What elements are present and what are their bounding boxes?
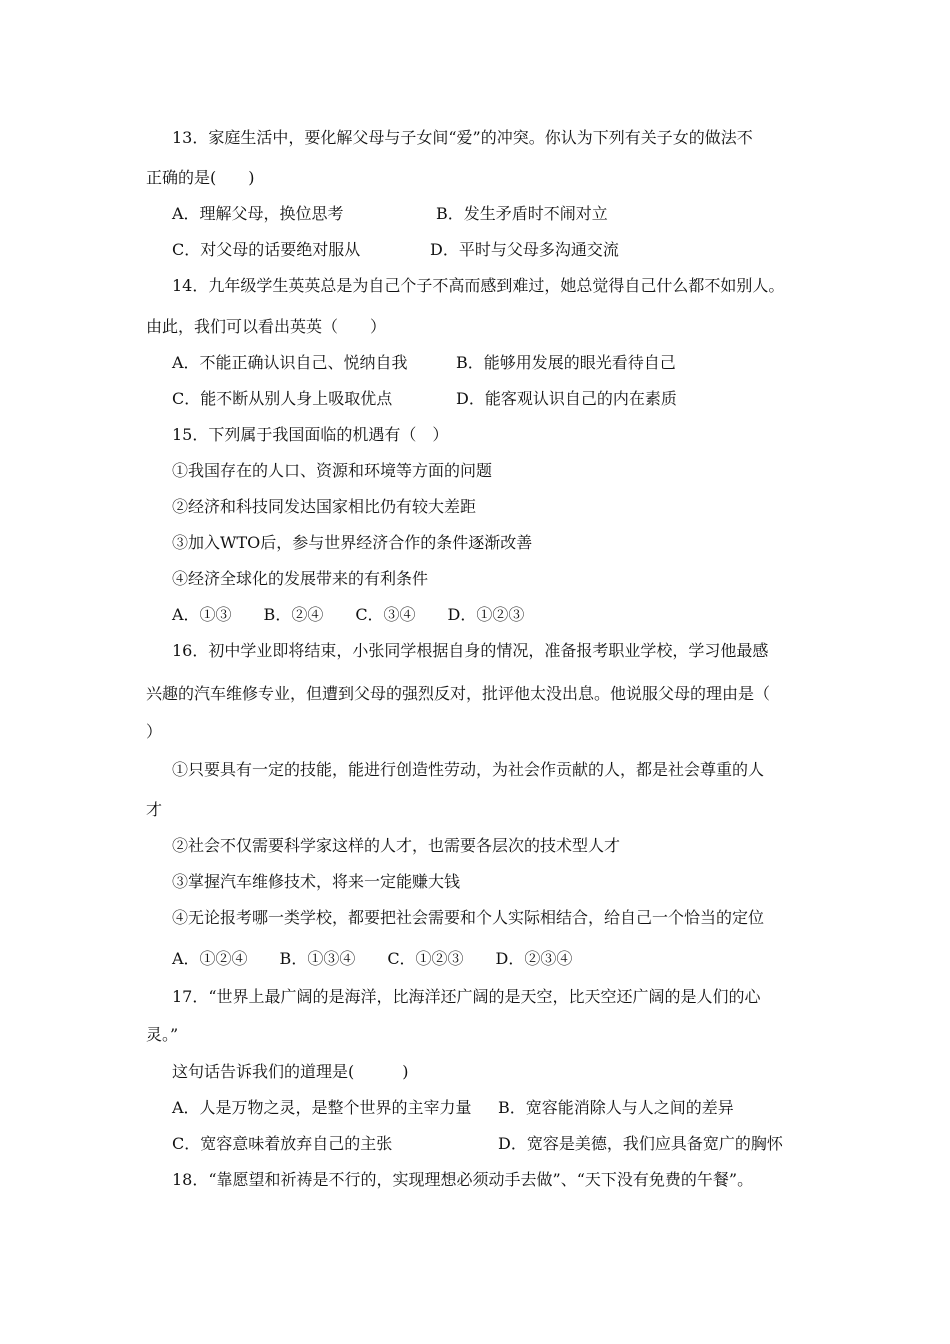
q14-option-b: B．能够用发展的眼光看待自己 xyxy=(456,353,676,372)
q16-item-4: ④无论报考哪一类学校，都要把社会需要和个人实际相结合，给自己一个恰当的定位 xyxy=(172,908,765,927)
q15-item-2: ②经济和科技同发达国家相比仍有较大差距 xyxy=(172,497,477,516)
q13-stem-line1: 13．家庭生活中，要化解父母与子女间“爱”的冲突。你认为下列有关子女的做法不 xyxy=(172,128,753,147)
q13-option-a: A．理解父母，换位思考 xyxy=(172,204,344,223)
q16-options: A．①②④ B．①③④ C．①②③ D．②③④ xyxy=(172,949,573,968)
q16-stem-line3: ） xyxy=(146,722,163,741)
q16-item-1a: ①只要具有一定的技能，能进行创造性劳动，为社会作贡献的人，都是社会尊重的人 xyxy=(172,760,765,779)
q13-stem-line2: 正确的是( ) xyxy=(146,168,255,187)
q13-option-c: C．对父母的话要绝对服从 xyxy=(172,240,361,259)
q17-option-a: A．人是万物之灵，是整个世界的主宰力量 xyxy=(172,1098,472,1117)
q15-item-3: ③加入WTO后，参与世界经济合作的条件逐渐改善 xyxy=(172,533,533,552)
q16-stem-line2: 兴趣的汽车维修专业，但遭到父母的强烈反对，批评他太没出息。他说服父母的理由是（ xyxy=(146,684,771,703)
q17-option-b: B．宽容能消除人与人之间的差异 xyxy=(498,1098,734,1117)
q16-item-1b: 才 xyxy=(146,800,163,819)
q17-stem-line1: 17．“世界上最广阔的是海洋，比海洋还广阔的是天空，比天空还广阔的是人们的心 xyxy=(172,987,761,1006)
q15-item-4: ④经济全球化的发展带来的有利条件 xyxy=(172,569,429,588)
q16-stem-line1: 16．初中学业即将结束，小张同学根据自身的情况，准备报考职业学校，学习他最感 xyxy=(172,641,769,660)
q14-option-a: A．不能正确认识自己、悦纳自我 xyxy=(172,353,408,372)
q16-item-3: ③掌握汽车维修技术，将来一定能赚大钱 xyxy=(172,872,461,891)
q15-stem: 15．下列属于我国面临的机遇有（ ） xyxy=(172,425,449,444)
q18-stem-line1: 18．“靠愿望和祈祷是不行的，实现理想必须动手去做”、“天下没有免费的午餐”。 xyxy=(172,1170,754,1189)
q17-option-c: C．宽容意味着放弃自己的主张 xyxy=(172,1134,393,1153)
q14-option-c: C．能不断从别人身上吸取优点 xyxy=(172,389,393,408)
q15-item-1: ①我国存在的人口、资源和环境等方面的问题 xyxy=(172,461,493,480)
q17-stem-line3: 这句话告诉我们的道理是( ) xyxy=(172,1062,409,1081)
q15-options: A．①③ B．②④ C．③④ D．①②③ xyxy=(172,605,525,624)
q17-stem-line2: 灵。” xyxy=(146,1025,179,1044)
q14-stem-line1: 14．九年级学生英英总是为自己个子不高而感到难过，她总觉得自己什么都不如别人。 xyxy=(172,276,785,295)
q14-option-d: D．能客观认识自己的内在素质 xyxy=(456,389,677,408)
q13-option-b: B．发生矛盾时不闹对立 xyxy=(436,204,608,223)
q16-item-2: ②社会不仅需要科学家这样的人才，也需要各层次的技术型人才 xyxy=(172,836,621,855)
q14-stem-line2: 由此，我们可以看出英英（ ） xyxy=(146,317,387,336)
q13-option-d: D．平时与父母多沟通交流 xyxy=(430,240,619,259)
q17-option-d: D．宽容是美德，我们应具备宽广的胸怀 xyxy=(498,1134,783,1153)
